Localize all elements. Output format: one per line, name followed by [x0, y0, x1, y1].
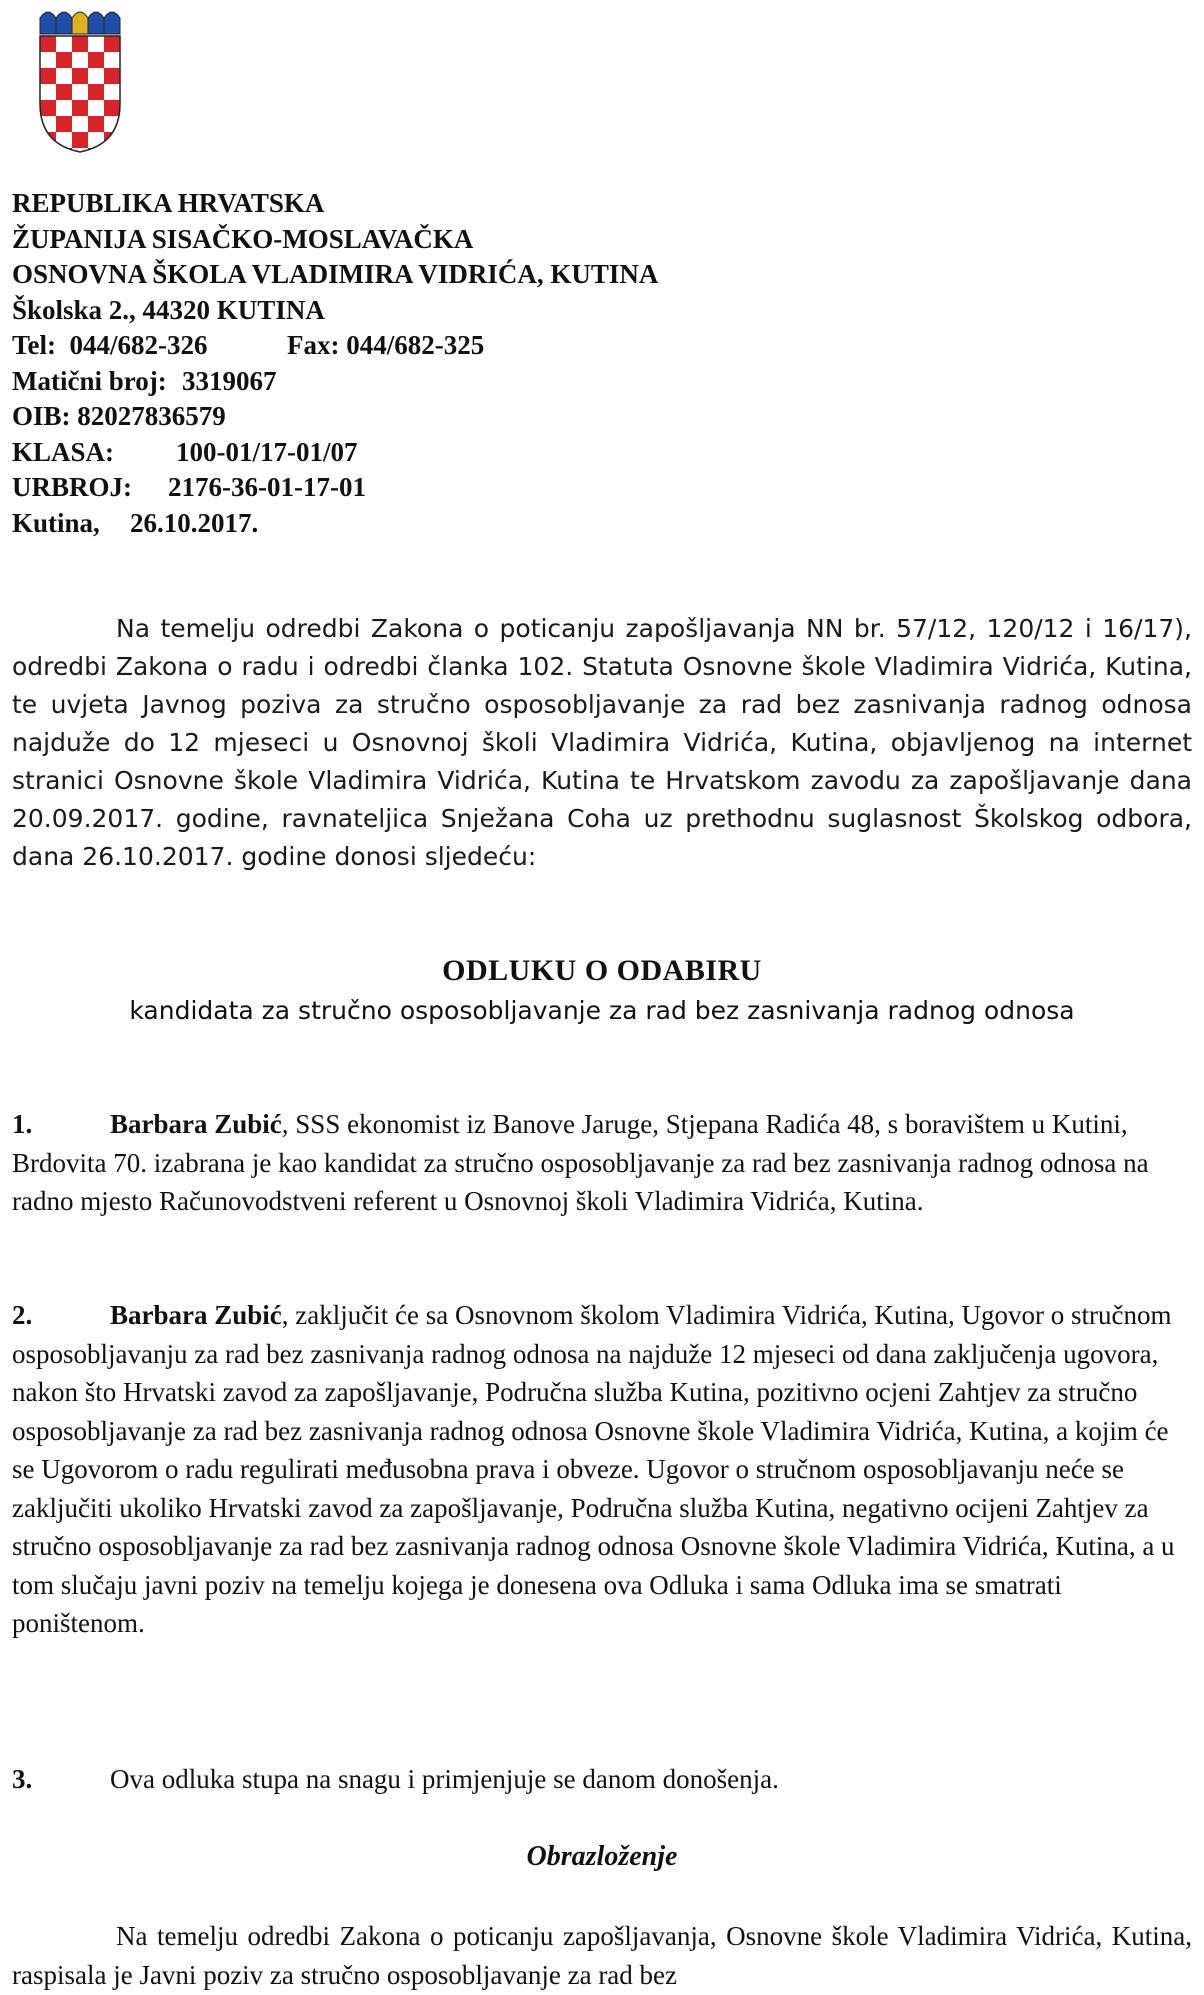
urbroj-label: URBROJ:: [12, 472, 132, 502]
shield-square: [72, 84, 88, 100]
mb-label: Matični broj:: [12, 365, 167, 396]
oib-label: OIB:: [12, 401, 71, 431]
shield-square: [88, 36, 104, 52]
shield-square: [40, 36, 56, 52]
place-label: Kutina,: [12, 507, 100, 538]
shield-square: [104, 100, 120, 116]
coat-of-arms-icon: [28, 4, 132, 154]
header-county: ŽUPANIJA SISAČKO-MOSLAVAČKA: [12, 223, 474, 254]
header-place-date: [12, 506, 872, 542]
shield-square: [56, 36, 72, 52]
crown-segment: [72, 12, 88, 34]
mb-value: 3319067: [182, 365, 277, 396]
klasa-label: KLASA:: [12, 436, 115, 467]
item-text: , zaključit će sa Osnovnom školom Vladimira Vidrića, Kutina, Ugovor o stručnom osposobljavanju za rad bez zasnivanja radnog odnosa na najduže 12 mjeseci od dana zaključenja ugovora, nakon što Hrvatski zavod za zapošljavanje, Područna služba Kutina, pozitivno ocjeni Zahtjev za stručno osposobljavanje za rad bez zasnivanja radnog odnosa Osnovne škole Vladimira Vidrića, Kutina, a kojim će se Ugovorom o radu regulirati međusobna prava i obveze. Ugovor o stručnom osposobljavanju neće se zaključiti ukoliko Hrvatski zavod za zapošljavanje, Područna služba Kutina, negativno ocijeni Zahtjev za stručno osposobljavanje za rad bez zasnivanja radnog odnosa Osnovne škole Vladimira Vidrića, Kutina, a u tom slučaju javni poziv na temelju kojega je donesena ova Odluka i sama Odluka ima se smatrati poništenom.: [12, 1300, 1175, 1638]
shield-square: [40, 52, 56, 68]
document-date: 26.10.2017.: [130, 507, 259, 538]
fax-value: 044/682-325: [346, 330, 485, 360]
shield-square: [88, 68, 104, 84]
shield-square: [56, 132, 72, 148]
shield-square: [72, 116, 88, 132]
item-number: 2.: [12, 1300, 33, 1330]
fax-label: Fax:: [287, 330, 340, 360]
shield-square: [72, 52, 88, 68]
shield-square: [40, 148, 56, 154]
header-address: Školska 2., 44320 KUTINA: [12, 294, 325, 325]
decision-item-3: [12, 1760, 1192, 1799]
shield-square: [40, 68, 56, 84]
shield-square: [56, 52, 72, 68]
candidate-name: Barbara Zubić: [110, 1300, 282, 1330]
intro-paragraph: [12, 610, 1192, 876]
crown-segment: [88, 12, 104, 34]
reasoning-title: Obrazloženje: [526, 1841, 678, 1872]
shield-square: [88, 116, 104, 132]
shield-square: [56, 116, 72, 132]
decision-item-2: [12, 1296, 1192, 1643]
crown-segment: [56, 12, 72, 34]
tel-label: Tel:: [12, 330, 57, 360]
reasoning-text: Na temelju odredbi Zakona o poticanju zapošljavanja, Osnovne škole Vladimira Vidrića, Kutina, raspisala je Javni poziv za stručno osposobljavanje za rad bez: [12, 1921, 1192, 1990]
shield-square: [88, 52, 104, 68]
crown-segment: [104, 12, 120, 34]
urbroj-value: 2176-36-01-17-01: [168, 472, 366, 502]
header-country: REPUBLIKA HRVATSKA: [12, 188, 325, 218]
item-text: , SSS ekonomist iz Banove Jaruge, Stjepana Radića 48, s boravištem u Kutini, Brdovita 70. izabrana je kao kandidat za stručno osposobljavanje za rad bez zasnivanja radnog odnosa na radno mjesto Računovodstveni referent u Osnovnoj školi Vladimira Vidrića, Kutina.: [12, 1109, 1149, 1216]
candidate-name: Barbara Zubić: [110, 1109, 282, 1139]
shield-square: [104, 52, 120, 68]
item-number: 3.: [12, 1764, 33, 1794]
item-number: 1.: [12, 1109, 33, 1139]
shield-square: [88, 100, 104, 116]
decision-subtitle: kandidata za stručno osposobljavanje za rad bez zasnivanja radnog odnosa: [129, 996, 1075, 1025]
shield-square: [56, 84, 72, 100]
decision-title: ODLUKU O ODABIRU: [442, 954, 762, 987]
klasa-value: 100-01/17-01/07: [176, 436, 358, 467]
header-klasa: [12, 435, 872, 471]
tel-group: [12, 328, 287, 364]
intro-text: Na temelju odredbi Zakona o poticanju zapošljavanja NN br. 57/12, 120/12 i 16/17), odredbi Zakona o radu i odredbi članka 102. Statuta Osnovne škole Vladimira Vidrića, Kutina, te uvjeta Javnog poziva za stručno osposobljavanje za rad bez zasnivanja radnog odnosa najduže do 12 mjeseci u Osnovnoj školi Vladimira Vidrića, Kutina, objavljenog na internet stranici Osnovne škole Vladimira Vidrića, Kutina te Hrvatskom zavodu za zapošljavanje dana 20.09.2017. godine, ravnateljica Snježana Coha uz prethodnu suglasnost Školskog odbora, dana 26.10.2017. godine donosi sljedeću:: [12, 614, 1192, 871]
shield-square: [72, 100, 88, 116]
coat-crown: [40, 12, 120, 34]
header-oib: [12, 399, 872, 435]
document-header: [12, 186, 872, 541]
header-contact: [12, 328, 872, 364]
oib-value: 82027836579: [77, 401, 226, 431]
shield-square: [104, 36, 120, 52]
header-urbroj: [12, 470, 872, 506]
shield-square: [88, 84, 104, 100]
shield-square: [104, 148, 120, 154]
shield-square: [40, 100, 56, 116]
shield-square: [104, 68, 120, 84]
decision-heading: [0, 952, 1204, 1030]
item-text: Ova odluka stupa na snagu i primjenjuje se danom donošenja.: [110, 1764, 779, 1794]
shield-square: [72, 68, 88, 84]
header-school: OSNOVNA ŠKOLA VLADIMIRA VIDRIĆA, KUTINA: [12, 259, 659, 289]
shield-square: [40, 84, 56, 100]
coat-shield: [40, 36, 120, 154]
header-mb: [12, 364, 872, 400]
shield-square: [56, 68, 72, 84]
shield-square: [72, 36, 88, 52]
shield-square: [72, 132, 88, 148]
decision-item-1: [12, 1105, 1192, 1221]
tel-value: 044/682-326: [69, 330, 208, 360]
crown-segment: [40, 12, 56, 34]
shield-square: [104, 84, 120, 100]
shield-square: [56, 100, 72, 116]
reasoning-paragraph: [12, 1917, 1192, 1994]
shield-square: [88, 132, 104, 148]
